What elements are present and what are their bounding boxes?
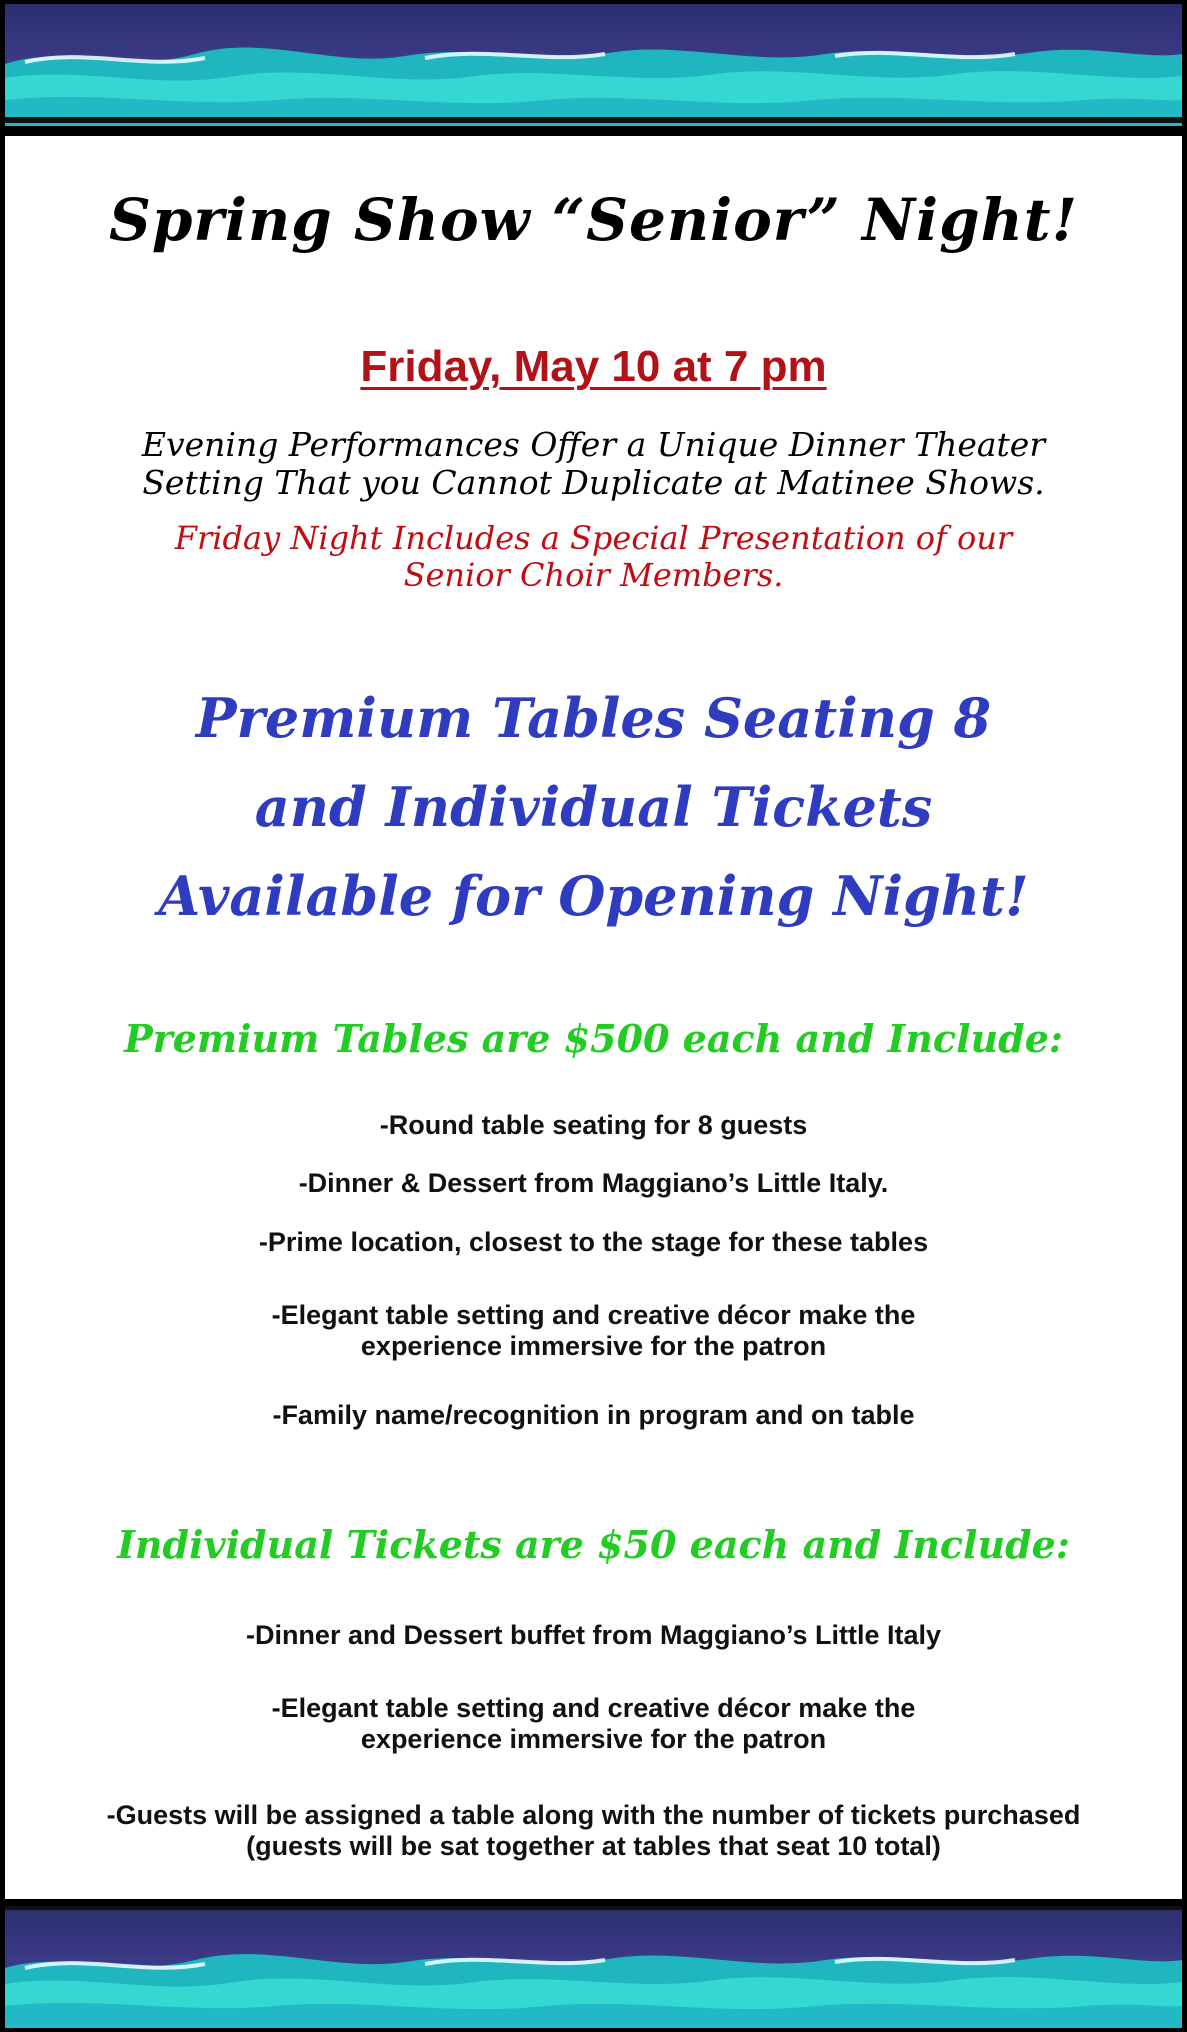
evening-line: Evening Performances Offer a Unique Dinner Theater	[141, 425, 1046, 464]
premium-item-line: -Family name/recognition in program and on table	[272, 1400, 915, 1430]
individual-item-line: -Dinner and Dessert buffet from Maggiano’s Little Italy	[245, 1620, 942, 1650]
individual-item-line: experience immersive for the patron	[360, 1724, 827, 1754]
headline-line: Premium Tables Seating 8	[195, 686, 992, 750]
premium-item-line: -Round table seating for 8 guests	[379, 1110, 808, 1140]
event-title: Spring Show “Senior” Night!	[108, 186, 1079, 254]
content-panel	[5, 136, 1182, 1899]
premium-item-line: -Elegant table setting and creative décor make the	[271, 1300, 916, 1330]
friday-note-line: Senior Choir Members.	[403, 556, 784, 594]
premium-tables-heading: Premium Tables are $500 each and Include:	[124, 1016, 1063, 1061]
friday-note	[5, 520, 1182, 594]
individual-item	[5, 1693, 1182, 1755]
evening-line: Setting That you Cannot Duplicate at Matinee Shows.	[142, 463, 1045, 502]
premium-item	[5, 1300, 1182, 1362]
premium-item-line: experience immersive for the patron	[360, 1331, 827, 1361]
individual-item-line: -Guests will be assigned a table along with the number of tickets purchased	[106, 1800, 1081, 1830]
premium-item	[5, 1110, 1182, 1141]
event-date: Friday, May 10 at 7 pm	[360, 342, 827, 391]
friday-note-line: Friday Night Includes a Special Presentation of our	[174, 519, 1013, 557]
top-wave-graphic	[5, 4, 1182, 126]
premium-item	[5, 1168, 1182, 1199]
headline	[5, 674, 1182, 941]
premium-item-line: -Dinner & Dessert from Maggiano’s Little Italy.	[298, 1168, 889, 1198]
individual-item	[5, 1620, 1182, 1651]
individual-item-line: -Elegant table setting and creative décor make the	[271, 1693, 916, 1723]
evening-description	[5, 426, 1182, 502]
individual-tickets-heading: Individual Tickets are $50 each and Include:	[117, 1522, 1070, 1567]
premium-item	[5, 1400, 1182, 1431]
headline-line: and Individual Tickets	[254, 775, 933, 839]
premium-item	[5, 1227, 1182, 1258]
individual-item-line: (guests will be sat together at tables that seat 10 total)	[246, 1831, 941, 1861]
premium-item-line: -Prime location, closest to the stage for these tables	[258, 1227, 929, 1257]
bottom-wave-graphic	[5, 1906, 1182, 2028]
bottom-wave-banner	[5, 1906, 1182, 2028]
headline-line: Available for Opening Night!	[158, 864, 1029, 928]
top-wave-banner	[5, 4, 1182, 126]
individual-item	[5, 1800, 1182, 1862]
